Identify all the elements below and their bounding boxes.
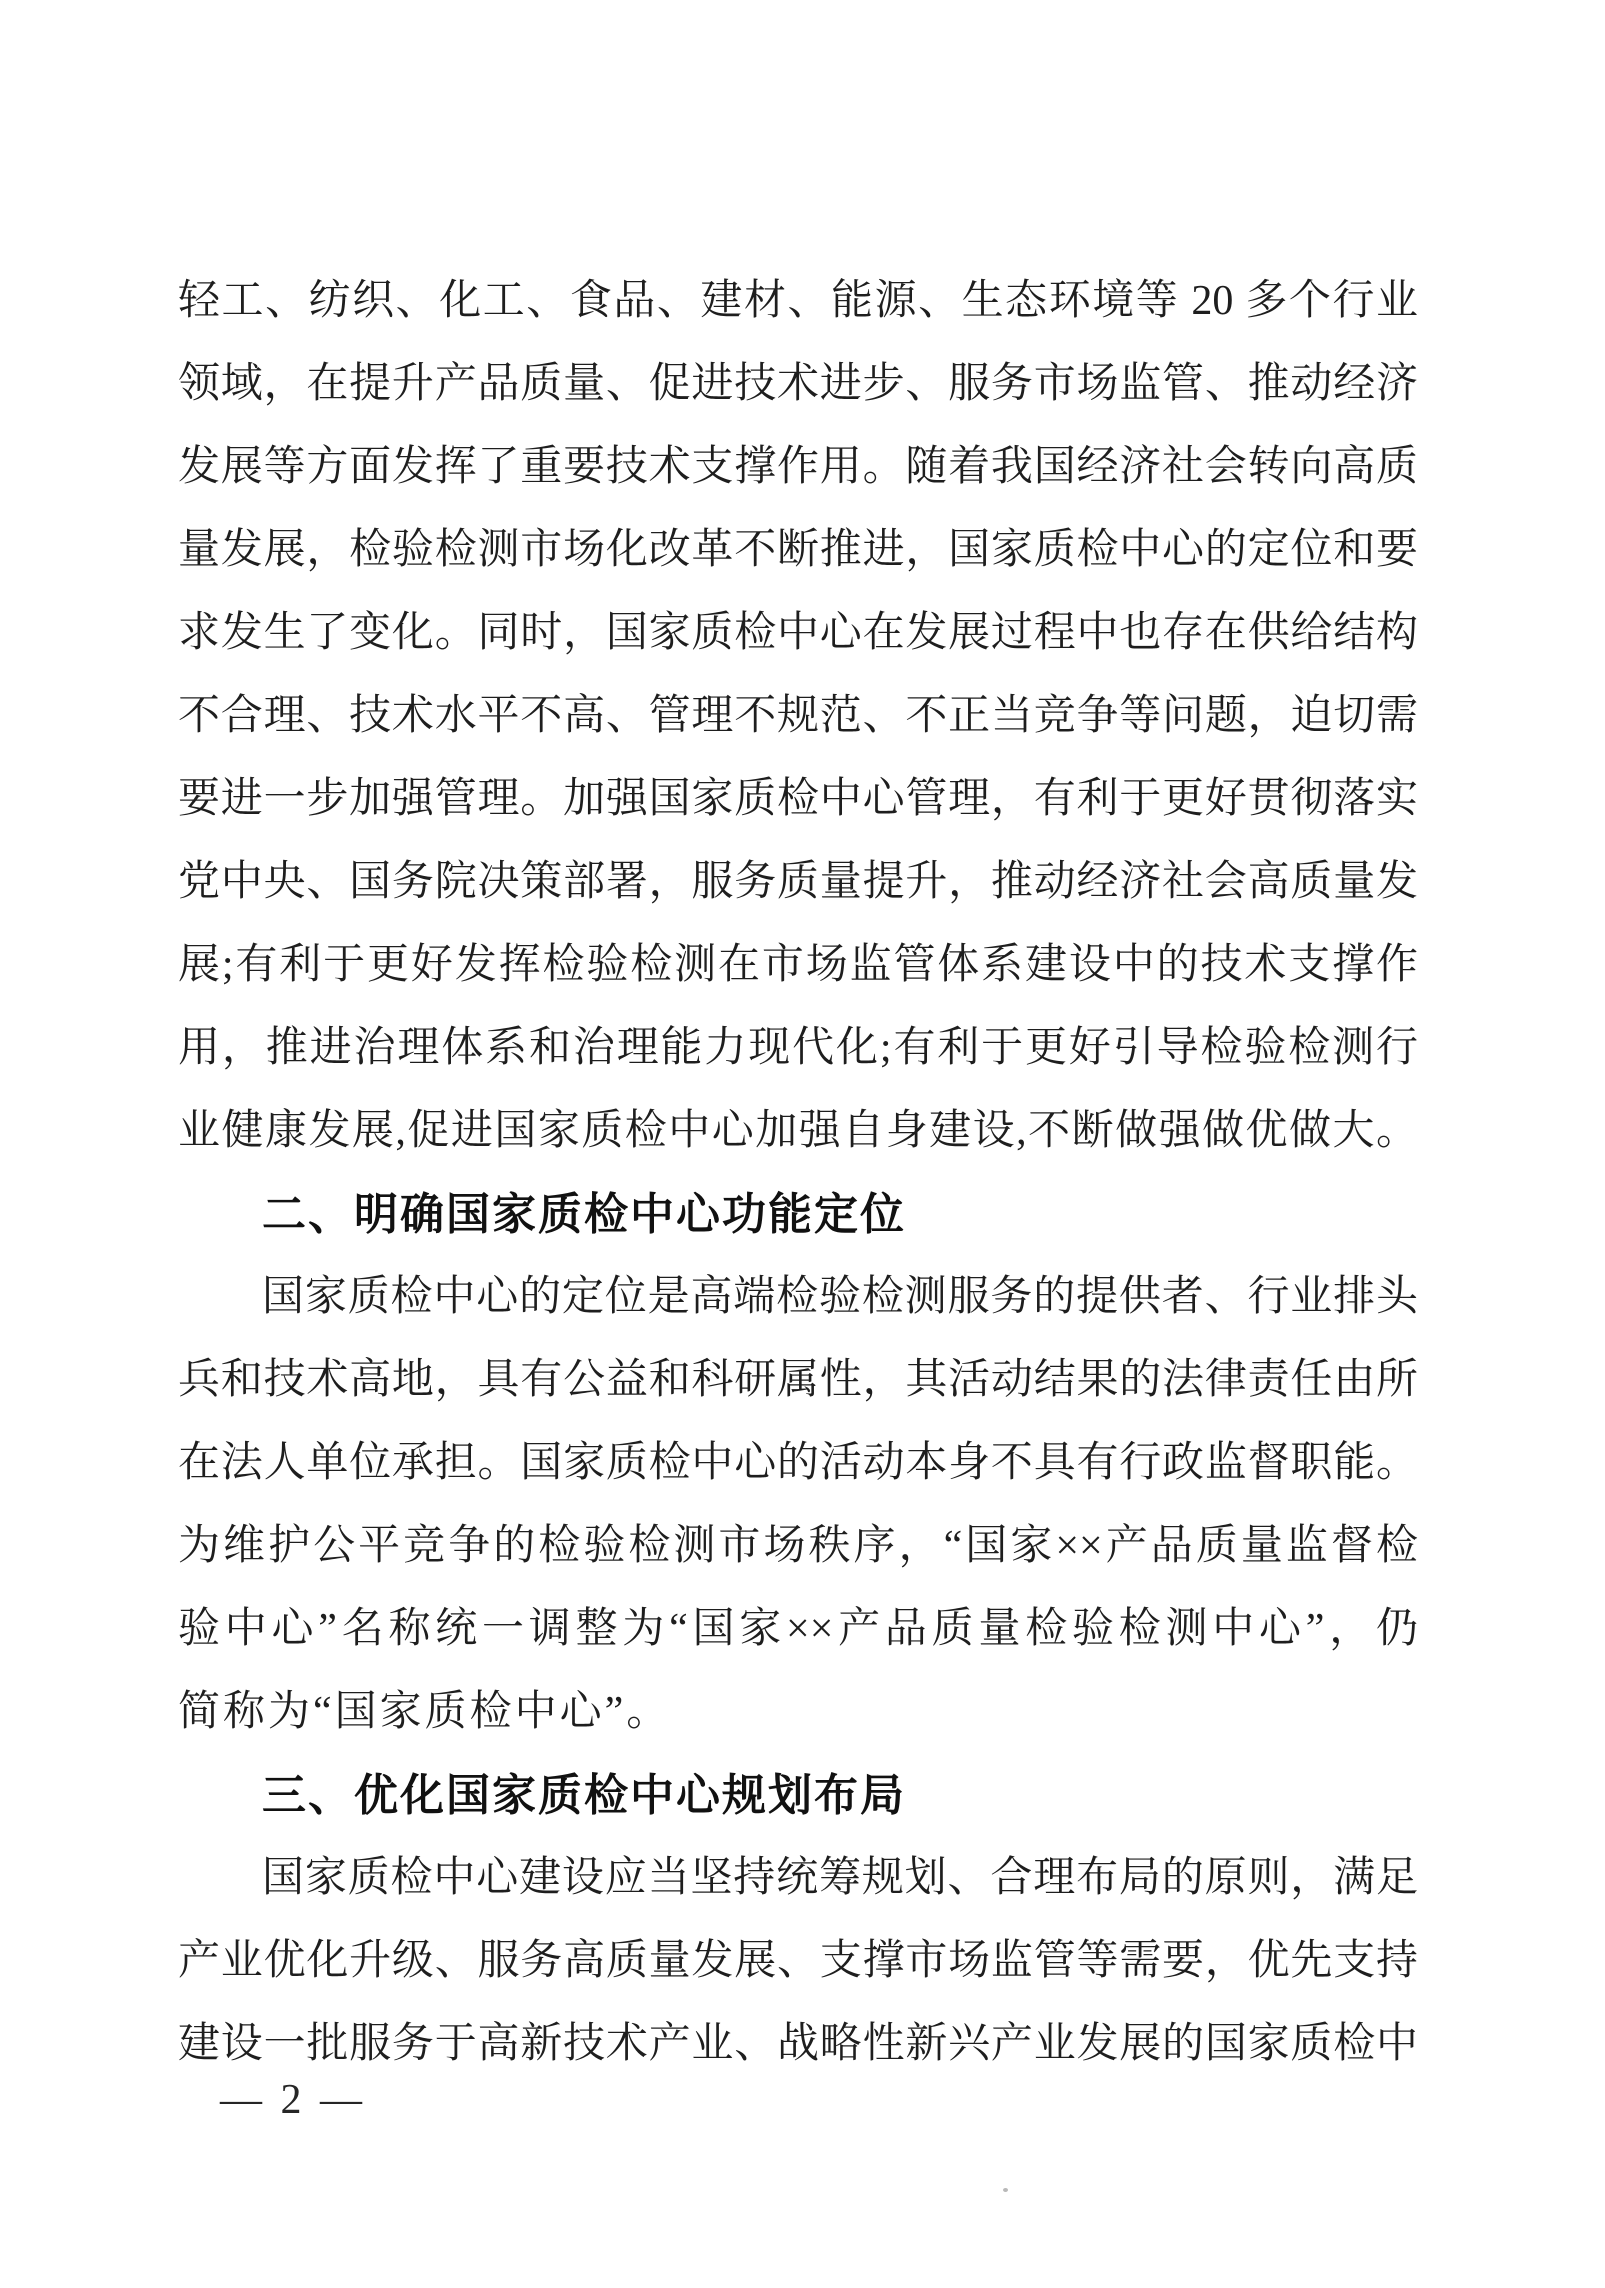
body-line: 不合理、技术水平不高、管理不规范、不正当竞争等问题，迫切需 (178, 693, 1418, 739)
body-line: 业健康发展,促进国家质检中心加强自身建设,不断做强做优做大。 (178, 1108, 1418, 1154)
body-line: 建设一批服务于高新技术产业、战略性新兴产业发展的国家质检中 (178, 2021, 1418, 2067)
body-line: 发展等方面发挥了重要技术支撑作用。随着我国经济社会转向高质 (178, 444, 1418, 490)
body-line: 产业优化升级、服务高质量发展、支撑市场监管等需要，优先支持 (178, 1938, 1418, 1984)
body-line: 求发生了变化。同时，国家质检中心在发展过程中也存在供给结构 (178, 610, 1418, 656)
paragraph-first-line: 国家质检中心的定位是高端检验检测服务的提供者、行业排头 (262, 1274, 1418, 1320)
body-line: 领域，在提升产品质量、促进技术进步、服务市场监管、推动经济 (178, 361, 1418, 407)
body-line: 党中央、国务院决策部署，服务质量提升，推动经济社会高质量发 (178, 859, 1418, 905)
section-heading-3: 三、优化国家质检中心规划布局 (262, 1771, 906, 1820)
scan-artifact (1003, 2188, 1008, 2192)
body-line: 简称为“国家质检中心”。 (178, 1689, 672, 1735)
body-line: 在法人单位承担。国家质检中心的活动本身不具有行政监督职能。 (178, 1440, 1418, 1486)
page-number: — 2 — (220, 2077, 366, 2123)
body-line: 展;有利于更好发挥检验检测在市场监管体系建设中的技术支撑作 (178, 942, 1418, 988)
body-line: 为维护公平竞争的检验检测市场秩序，“国家××产品质量监督检 (178, 1523, 1418, 1569)
body-line: 兵和技术高地，具有公益和科研属性，其活动结果的法律责任由所 (178, 1357, 1418, 1403)
document-text-block (178, 260, 1418, 2086)
section-heading-2: 二、明确国家质检中心功能定位 (262, 1190, 906, 1239)
body-line: 用，推进治理体系和治理能力现代化;有利于更好引导检验检测行 (178, 1025, 1418, 1071)
body-line: 量发展，检验检测市场化改革不断推进，国家质检中心的定位和要 (178, 527, 1418, 573)
body-line: 验中心”名称统一调整为“国家××产品质量检验检测中心”，仍 (178, 1606, 1418, 1652)
body-line: 要进一步加强管理。加强国家质检中心管理，有利于更好贯彻落实 (178, 776, 1418, 822)
paragraph-first-line: 国家质检中心建设应当坚持统筹规划、合理布局的原则，满足 (262, 1855, 1418, 1901)
body-line: 轻工、纺织、化工、食品、建材、能源、生态环境等 20 多个行业 (178, 278, 1418, 324)
